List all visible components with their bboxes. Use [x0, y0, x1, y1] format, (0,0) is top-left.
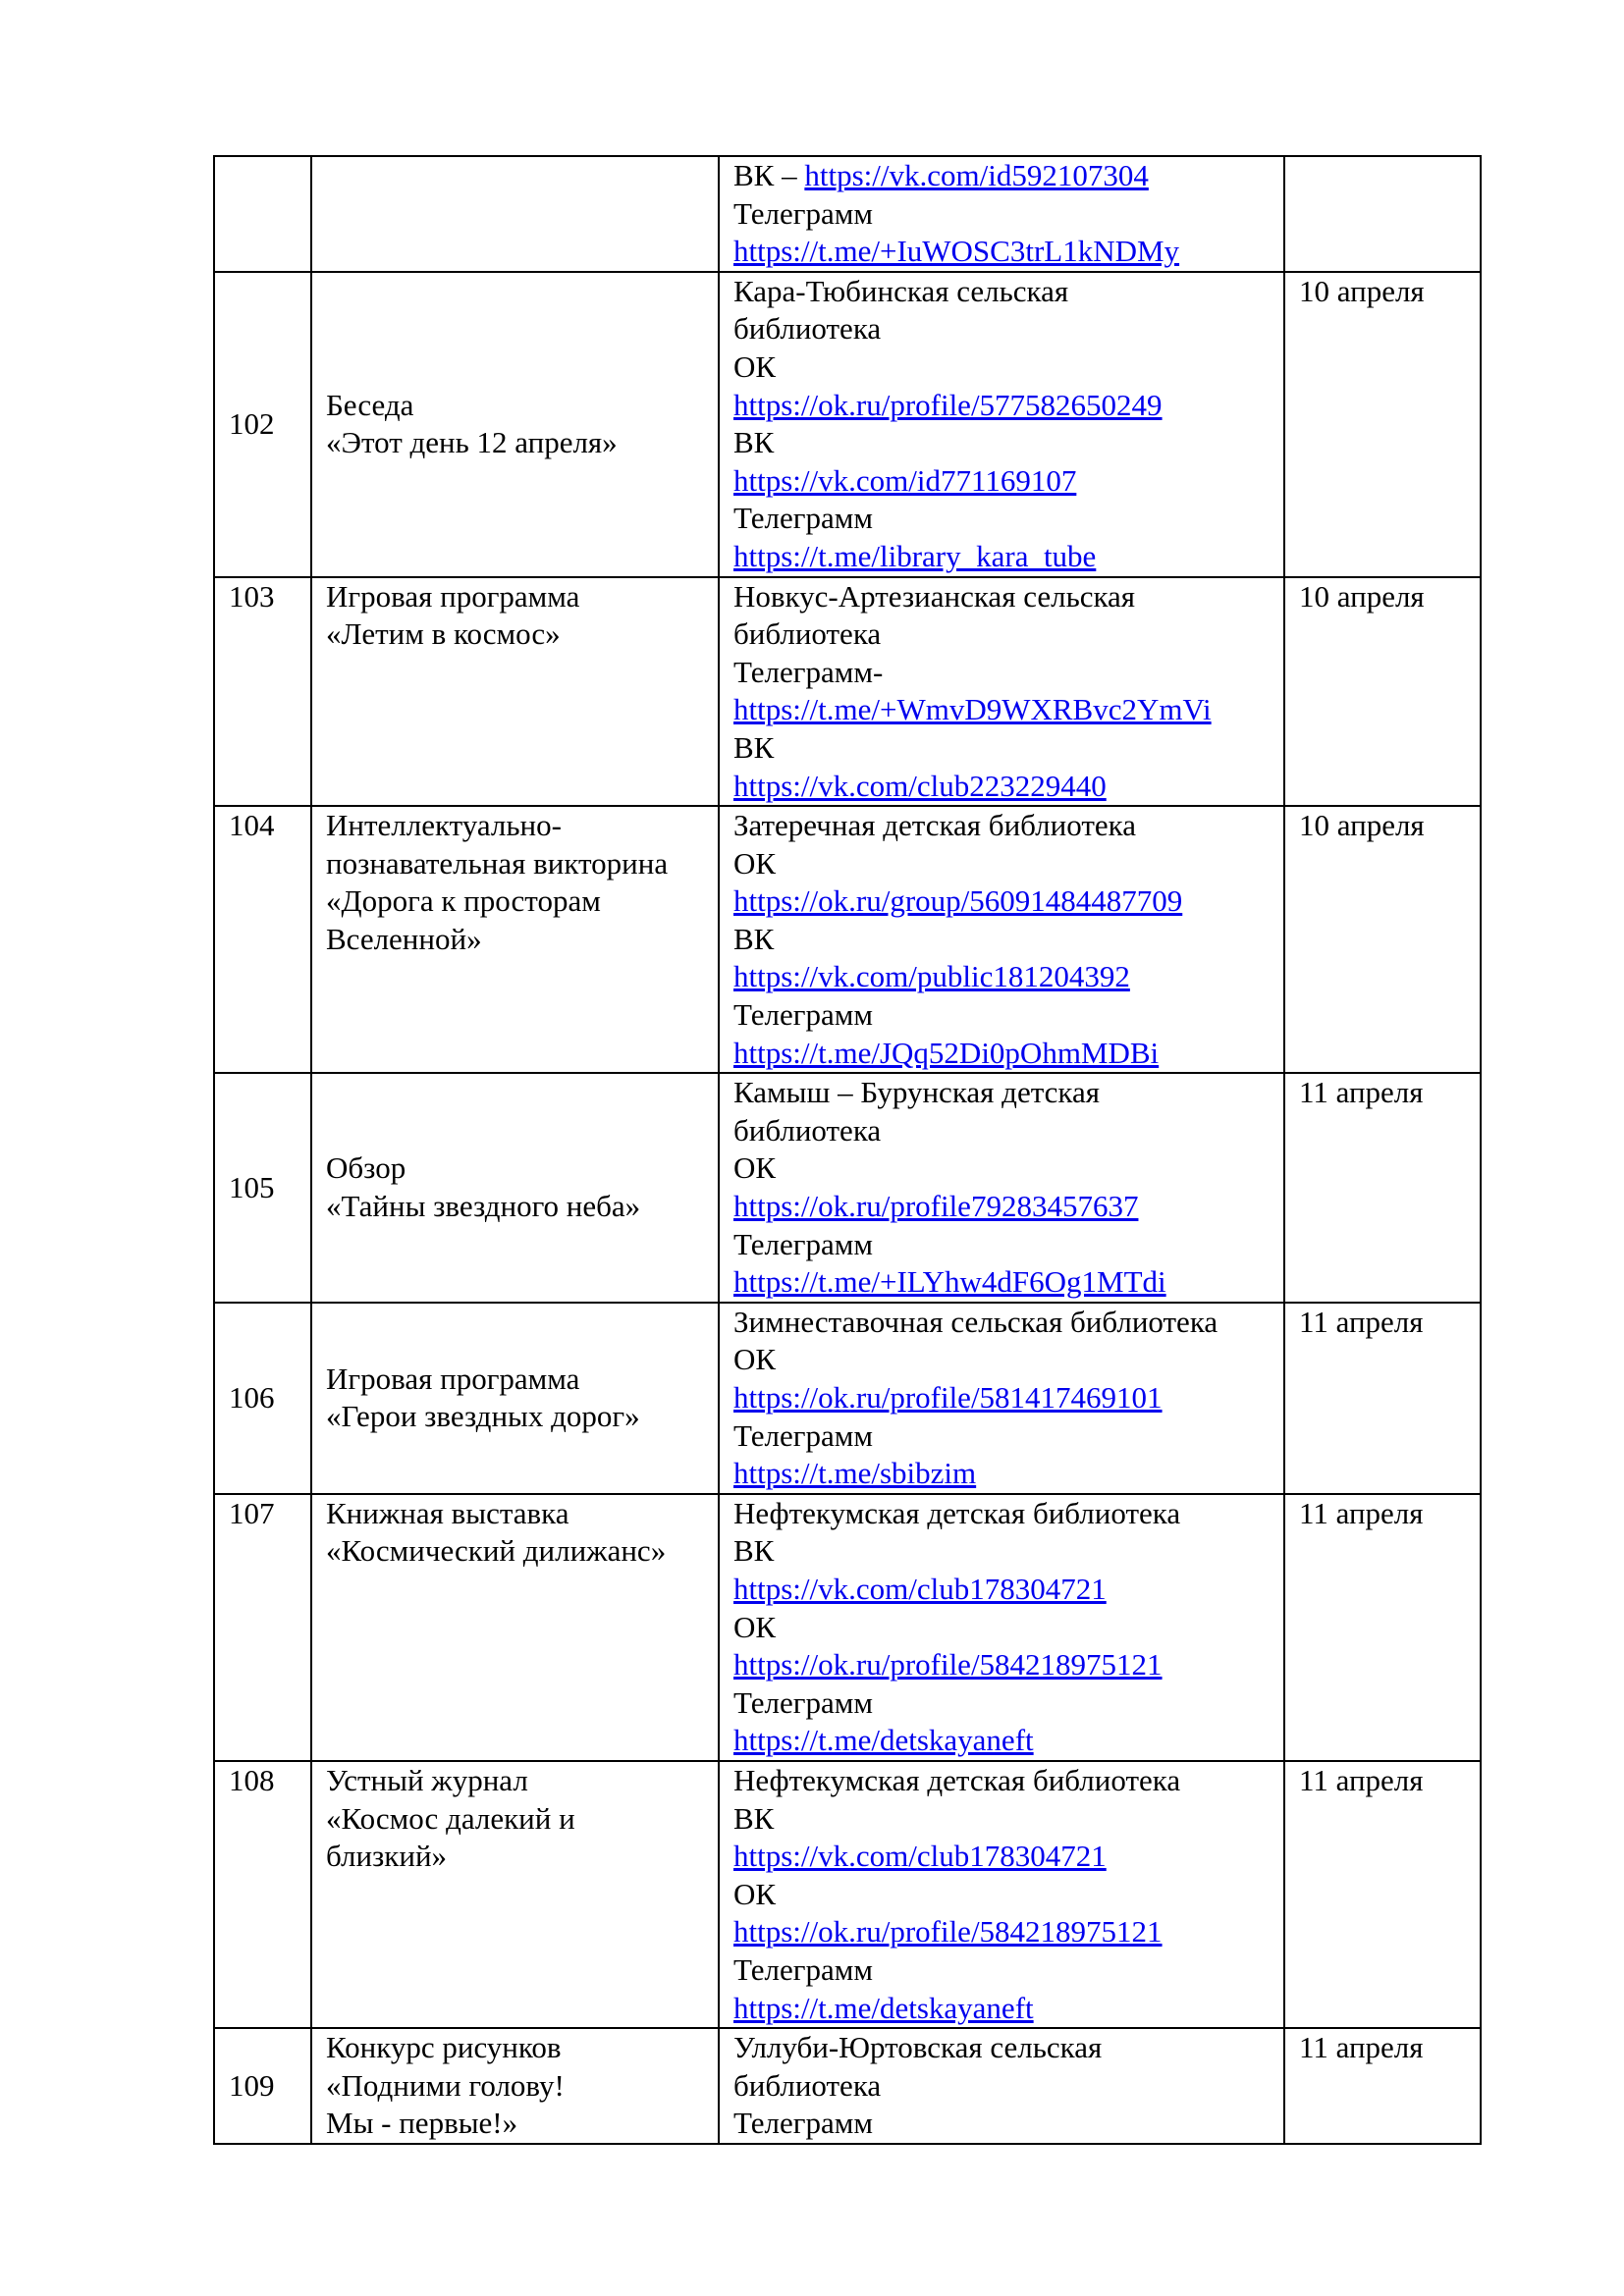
event-date-cell: 10 апреля — [1284, 272, 1481, 577]
library-line — [733, 1495, 1270, 1533]
event-date-cell: 11 апреля — [1284, 1761, 1481, 2028]
library-text: библиотека — [733, 2067, 882, 2103]
library-line — [733, 921, 1270, 959]
library-cell — [719, 806, 1284, 1073]
event-title-cell — [311, 1494, 719, 1761]
library-line — [733, 424, 1270, 462]
library-line — [733, 273, 1270, 311]
library-link[interactable]: https://ok.ru/profile/584218975121 — [733, 1914, 1163, 1949]
event-title-line: Обзор — [326, 1150, 406, 1186]
library-text: ОК — [733, 1150, 777, 1186]
event-title-cell — [311, 1073, 719, 1303]
event-title-line: Книжная выставка — [326, 1495, 569, 1530]
library-line — [733, 1913, 1270, 1951]
row-number-cell: 102 — [214, 272, 311, 577]
library-line — [733, 1762, 1270, 1800]
library-link[interactable]: https://ok.ru/profile79283457637 — [733, 1189, 1139, 1224]
table-row — [214, 156, 1481, 272]
table-row — [214, 2028, 1481, 2144]
event-title-line: Вселенной» — [326, 921, 482, 956]
event-title-line: «Тайны звездного неба» — [326, 1189, 641, 1224]
library-line — [733, 1722, 1270, 1760]
library-link[interactable]: https://vk.com/club178304721 — [733, 1571, 1107, 1606]
library-text: Телеграмм — [733, 1951, 873, 1987]
event-date-cell: 11 апреля — [1284, 1303, 1481, 1494]
event-date-cell — [1284, 156, 1481, 272]
event-title-cell — [311, 156, 719, 272]
event-title-cell — [311, 272, 719, 577]
library-text: Телеграмм — [733, 501, 873, 536]
table-row — [214, 577, 1481, 807]
event-title-line: «Дорога к просторам — [326, 883, 601, 919]
library-line — [733, 654, 1270, 692]
library-line — [733, 1379, 1270, 1417]
library-text: ОК — [733, 1876, 777, 1911]
event-date-cell: 11 апреля — [1284, 2028, 1481, 2144]
library-line — [733, 1990, 1270, 2028]
library-text: библиотека — [733, 1112, 882, 1148]
row-number-cell: 106 — [214, 1303, 311, 1494]
library-text: ВК — [733, 425, 775, 460]
event-title-line: «Космический дилижанс» — [326, 1533, 667, 1569]
row-number-cell — [214, 156, 311, 272]
library-link[interactable]: https://vk.com/id592107304 — [804, 158, 1149, 192]
library-link[interactable]: https://vk.com/club178304721 — [733, 1839, 1107, 1874]
row-number-cell: 109 — [214, 2028, 311, 2144]
library-line — [733, 157, 1270, 195]
library-line — [733, 1149, 1270, 1188]
library-cell — [719, 577, 1284, 807]
library-link[interactable]: https://ok.ru/profile/581417469101 — [733, 1380, 1163, 1415]
library-link[interactable]: https://t.me/detskayaneft — [733, 1723, 1034, 1758]
library-line — [733, 1951, 1270, 1990]
event-title-cell — [311, 806, 719, 1073]
library-text: Затеречная детская библиотека — [733, 808, 1136, 843]
library-link[interactable]: https://vk.com/id771169107 — [733, 462, 1077, 498]
event-title-cell — [311, 2028, 719, 2144]
event-date-cell: 10 апреля — [1284, 577, 1481, 807]
event-title-line: «Герои звездных дорог» — [326, 1399, 640, 1434]
library-line — [733, 1112, 1270, 1150]
library-line — [733, 1609, 1270, 1647]
library-line — [733, 1455, 1270, 1493]
row-number-cell: 108 — [214, 1761, 311, 2028]
library-link[interactable]: https://ok.ru/profile/577582650249 — [733, 387, 1163, 422]
event-title-line: познавательная викторина — [326, 845, 669, 881]
table-row — [214, 1303, 1481, 1494]
library-line — [733, 768, 1270, 806]
events-table-body — [214, 156, 1481, 2144]
event-date-cell: 10 апреля — [1284, 806, 1481, 1073]
library-line — [733, 1417, 1270, 1456]
library-cell — [719, 1761, 1284, 2028]
library-line — [733, 958, 1270, 996]
library-line — [733, 807, 1270, 845]
library-line — [733, 462, 1270, 501]
library-text: ВК — [733, 729, 775, 765]
library-text: Телеграмм — [733, 1226, 873, 1261]
library-text: Телеграмм- — [733, 654, 884, 689]
library-text: Зимнеставочная сельская библиотека — [733, 1304, 1218, 1339]
library-line — [733, 615, 1270, 654]
library-text: ВК — [733, 1533, 775, 1569]
library-link[interactable]: https://ok.ru/profile/584218975121 — [733, 1647, 1163, 1682]
library-line — [733, 2029, 1270, 2067]
row-number-cell: 105 — [214, 1073, 311, 1303]
library-text: ОК — [733, 348, 777, 384]
library-text: Нефтекумская детская библиотека — [733, 1762, 1181, 1797]
library-text: Кара-Тюбинская сельская — [733, 273, 1069, 308]
library-cell — [719, 1073, 1284, 1303]
library-line — [733, 387, 1270, 425]
library-text: Уллуби-Юртовская сельская — [733, 2030, 1103, 2065]
library-line — [733, 1074, 1270, 1112]
table-row — [214, 806, 1481, 1073]
event-date-cell: 11 апреля — [1284, 1073, 1481, 1303]
library-line — [733, 578, 1270, 616]
event-title-line: «Этот день 12 апреля» — [326, 425, 618, 460]
library-cell — [719, 2028, 1284, 2144]
library-text: ОК — [733, 1609, 777, 1644]
library-link[interactable]: https://vk.com/club223229440 — [733, 768, 1107, 803]
library-link[interactable]: https://t.me/library_kara_tube — [733, 538, 1097, 573]
library-line — [733, 1263, 1270, 1302]
row-number-cell: 104 — [214, 806, 311, 1073]
library-text: библиотека — [733, 311, 882, 347]
event-title-line: близкий» — [326, 1839, 448, 1874]
library-cell — [719, 156, 1284, 272]
event-title-line: Интеллектуально- — [326, 808, 562, 843]
library-line — [733, 195, 1270, 234]
event-title-line: Мы - первые!» — [326, 2106, 518, 2141]
event-title-line: Беседа — [326, 387, 414, 422]
library-text: Новкус-Артезианская сельская — [733, 578, 1136, 614]
library-line — [733, 233, 1270, 271]
library-text: Телеграмм — [733, 997, 873, 1033]
library-line — [733, 1838, 1270, 1876]
library-cell — [719, 272, 1284, 577]
library-line — [733, 1646, 1270, 1684]
table-row — [214, 1073, 1481, 1303]
library-line — [733, 538, 1270, 576]
library-line — [733, 1532, 1270, 1571]
library-line — [733, 1684, 1270, 1723]
library-line — [733, 348, 1270, 387]
library-text: Телеграмм — [733, 1684, 873, 1720]
event-title-line: «Космос далекий и — [326, 1800, 575, 1836]
library-text: ВК — [733, 1800, 775, 1836]
library-text: Камыш – Бурунская детская — [733, 1075, 1100, 1110]
library-link[interactable]: https://ok.ru/group/56091484487709 — [733, 883, 1183, 919]
library-text: ВК – — [733, 158, 805, 192]
library-line — [733, 310, 1270, 348]
event-title-line: Устный журнал — [326, 1762, 528, 1797]
event-title-cell — [311, 1303, 719, 1494]
library-link[interactable]: https://t.me/JQq52Di0pOhmMDBi — [733, 1035, 1160, 1070]
table-row — [214, 1761, 1481, 2028]
events-table — [213, 155, 1482, 2145]
library-line — [733, 996, 1270, 1035]
library-line — [733, 691, 1270, 729]
library-link[interactable]: https://t.me/detskayaneft — [733, 1990, 1034, 2025]
library-line — [733, 1035, 1270, 1073]
event-date-cell: 11 апреля — [1284, 1494, 1481, 1761]
library-line — [733, 1226, 1270, 1264]
table-row — [214, 272, 1481, 577]
event-title-line: «Подними голову! — [326, 2067, 565, 2103]
library-line — [733, 882, 1270, 921]
library-line — [733, 1304, 1270, 1342]
row-number-cell: 107 — [214, 1494, 311, 1761]
library-text: Телеграмм — [733, 195, 873, 231]
event-title-cell — [311, 1761, 719, 2028]
table-row — [214, 1494, 1481, 1761]
library-line — [733, 500, 1270, 538]
library-link[interactable]: https://vk.com/public181204392 — [733, 959, 1130, 994]
library-text: ОК — [733, 845, 777, 881]
library-link[interactable]: https://t.me/+WmvD9WXRBvc2YmVi — [733, 692, 1212, 727]
library-cell — [719, 1303, 1284, 1494]
library-line — [733, 845, 1270, 883]
library-line — [733, 2067, 1270, 2106]
library-link[interactable]: https://t.me/+IuWOSC3trL1kNDMy — [733, 234, 1180, 269]
library-line — [733, 1341, 1270, 1379]
library-link[interactable]: https://t.me/+ILYhw4dF6Og1MTdi — [733, 1264, 1166, 1300]
event-title-line: Игровая программа — [326, 1361, 580, 1396]
library-text: Телеграмм — [733, 1417, 873, 1453]
library-line — [733, 2105, 1270, 2143]
row-number-cell: 103 — [214, 577, 311, 807]
library-line — [733, 1800, 1270, 1839]
event-title-cell — [311, 577, 719, 807]
library-text: Нефтекумская детская библиотека — [733, 1495, 1181, 1530]
library-line — [733, 1876, 1270, 1914]
event-title-line: Игровая программа — [326, 578, 580, 614]
library-text: библиотека — [733, 616, 882, 652]
event-title-line: Конкурс рисунков — [326, 2030, 562, 2065]
library-text: ВК — [733, 921, 775, 956]
library-line — [733, 1571, 1270, 1609]
library-link[interactable]: https://t.me/sbibzim — [733, 1456, 977, 1491]
library-line — [733, 729, 1270, 768]
event-title-line: «Летим в космос» — [326, 616, 561, 652]
library-text: Телеграмм — [733, 2106, 873, 2141]
library-line — [733, 1188, 1270, 1226]
library-text: ОК — [733, 1342, 777, 1377]
library-cell — [719, 1494, 1284, 1761]
